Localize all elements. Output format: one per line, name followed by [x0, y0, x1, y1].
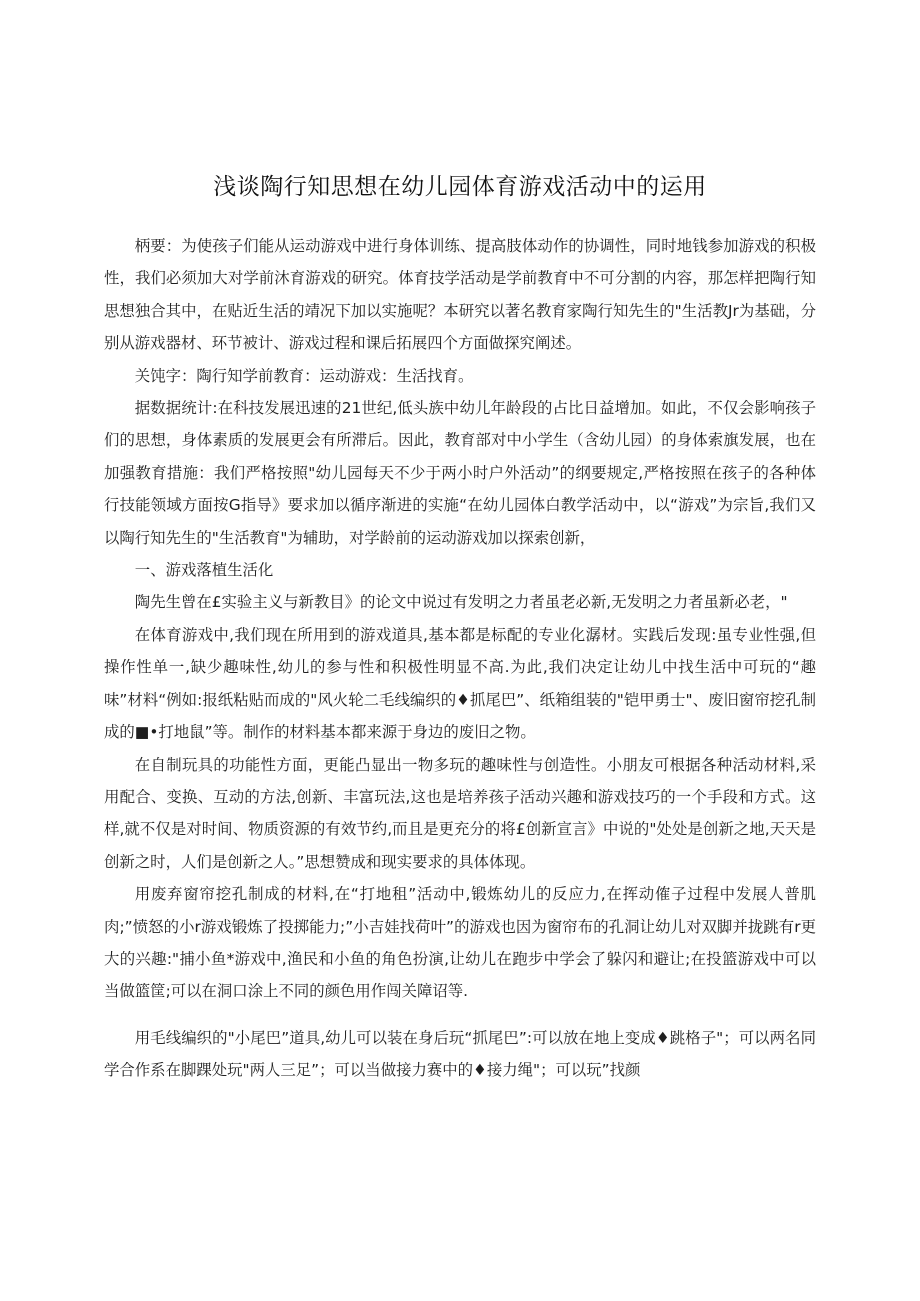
body-paragraph: 用废弃窗帘挖孔制成的材料,在“打地租”活动中,锻炼幼儿的反应力,在挥动傕子过程中发展人普肌肉;”愤怒的小r游戏锻炼了投掷能力;”小吉娃找荷叶”的游戏也因为窗帘布的孔洞让幼儿对双脚并拢跳有r更大的兴趣:"捕小鱼*游戏中,渔民和小鱼的角色扮演,让幼儿在跑步中学会了躲闪和避让;在投篮游戏中可以当做篮筐;可以在洞口涂上不同的颜色用作闯关障诏等.	[104, 885, 816, 1001]
body-paragraph: 陶先生曾在£实验主义与新教目》的论文中说过有发明之力者虽老必新,无发明之力者虽新必老，"	[134, 593, 788, 612]
document-body	[104, 230, 816, 1087]
body-paragraph: 在体育游戏中,我们现在所用到的游戏道具,基本都是标配的专业化潺材。实践后发现:虽专业性强,但操作性单一,缺少趣味性,幼儿的参与性和积极性明显不高.为此,我们决定让幼儿中找生活中可玩的“趣味”材料“例如:报纸粘贴而成的"风火轮二毛线编织的♦抓尾巴”、纸箱组装的"铠甲勇士"、废旧窗帘挖孔制成的■•打地鼠”等。制作的材料基本都来源于身边的废旧之物。	[104, 625, 816, 742]
body-paragraph: 在自制玩具的功能性方面，更能凸显出一物多玩的趣味性与创造性。小朋友可根据各种活动材料,采用配合、变换、互动的方法,创新、丰富玩法,这也是培养孩子活动兴趣和游戏技巧的一个手段和方式。这样,就不仅是对时间、物质资源的有效节约,而且是更充分的将£创新宣言》中说的"处处是创新之地,天天是创新之时，人们是创新之人。”思想赞成和现实要求的具体体现。	[104, 755, 816, 871]
intro-paragraph: 据数据统计:在科技发展迅速的21世纪,低头族中幼儿年龄段的占比日益增加。如此，不仅会影响孩子们的思想，身体素质的发展更会有所滞后。因此，教育部对中小学生（含幼儿园）的身体索旗发展，也在加强教育措施：我们严格按照"幼儿园每天不少于两小时户外活动”的纲要规定,严格按照在孩子的各种体行技能领域方面按G指导》要求加以循序渐进的实施“在幼儿园体白教学活动中，以“游戏”为宗旨,我们又以陶行知先生的"生活教育"为辅助，对学龄前的运动游戏加以探索创新，	[104, 399, 816, 547]
keywords-paragraph: 关饨字：陶行知学前教育：运动游戏：生活找育。	[134, 366, 474, 385]
body-paragraph: 用毛线编织的"小尾巴”道具,幼儿可以装在身后玩“抓尾巴”:可以放在地上变成♦跳格子"；可以两名同学合作系在脚踝处玩"两人三足”；可以当做接力赛中的♦接力绳"；可以玩”找颜	[104, 1028, 816, 1080]
document-title: 浅谈陶行知思想在幼儿园体育游戏活动中的运用	[213, 174, 707, 200]
abstract-paragraph: 柄要：为使孩子们能从运动游戏中进行身体训练、提高肢体动作的协调性，同时地钱参加游戏的积极性，我们必须加大对学前沐育游戏的研究。体育技学活动是学前教育中不可分割的内容，那怎样把陶行知思想独合其中，在贴近生活的靖况下加以实施呢？本研究以著名教育家陶行知先生的"生活教Jr为基础，分别从游戏器材、环节被计、游戏过程和课后拓展四个方面做探究阐述。	[104, 237, 816, 353]
section-heading: 一、游戏落植生活化	[134, 561, 274, 580]
